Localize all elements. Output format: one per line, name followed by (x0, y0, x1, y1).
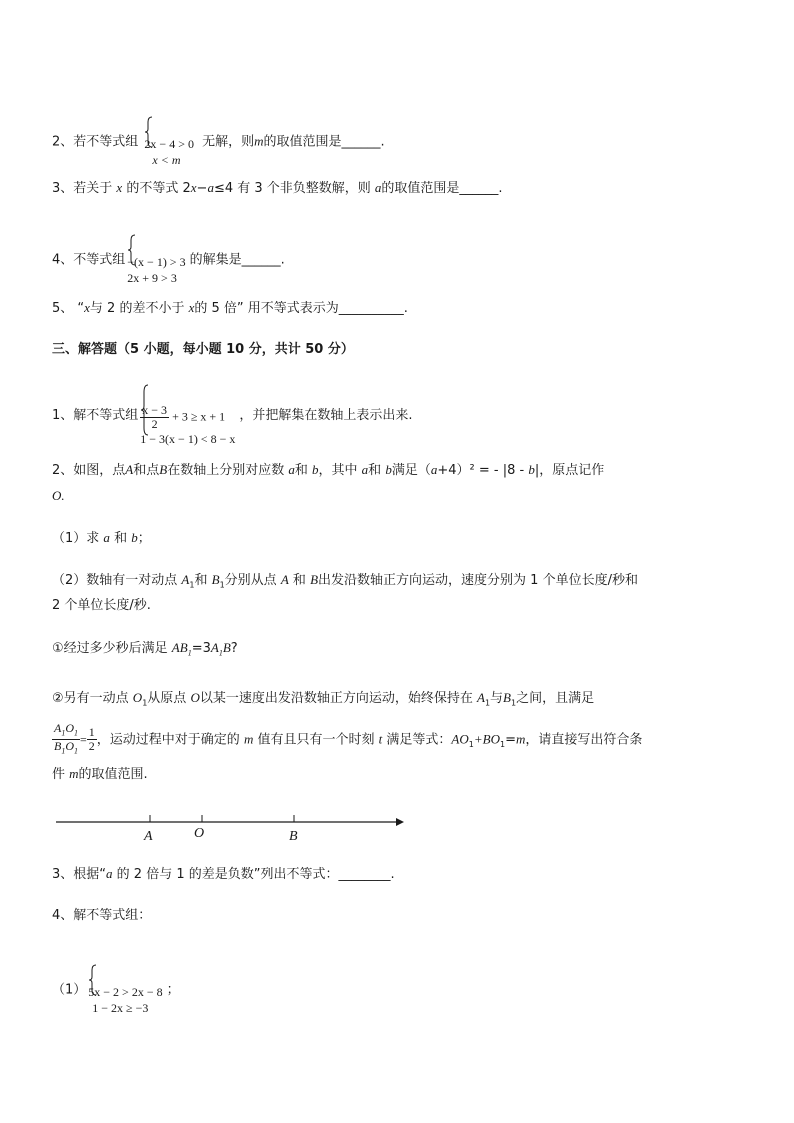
s2-p2-sub-1: 1 (189, 580, 195, 590)
s1-row1-rest: + 3 ≥ x + 1 (172, 409, 226, 424)
s2-part-2-line-2: 2 个单位长度/秒. (52, 598, 151, 613)
s2-c1-expr-2: A (210, 640, 219, 655)
q4-prefix: 4、不等式组 (52, 252, 126, 268)
s2-subquestion-2 (52, 688, 594, 714)
s4-sys-row-2: 1 − 2x ≥ −3 (92, 1001, 149, 1015)
arrow-right-icon (396, 818, 404, 826)
s2-subquestion-2-line-3 (52, 764, 148, 785)
s1-frac-den: 2 (151, 417, 158, 431)
s1-frac-num: x − 3 (142, 403, 168, 417)
s2-c2-fn3: O (65, 721, 75, 735)
q5-text-2: 与 2 的差不小于 (89, 301, 185, 316)
s2-c2-e2: +BO (473, 731, 500, 747)
question-4 (52, 234, 285, 286)
s2-p2-a1: A (181, 572, 190, 587)
q3-text-1: 3、若关于 (52, 181, 113, 196)
q5-text-3: 的 5 倍” 用不等式表示为__________. (194, 301, 408, 316)
question-5 (52, 298, 408, 319)
s2-c1-expr-1: AB (171, 640, 188, 655)
s2-c2-rn: 1 (88, 725, 95, 740)
s2-c2-m3: m (69, 766, 79, 781)
q3-var-x: x (116, 180, 123, 195)
s2-c2-text-5: 之间，且满足 (516, 691, 595, 706)
s1-inequality-system (140, 384, 235, 447)
s3-text-2: 的 2 倍与 1 的差是负数”列出不等式：________. (116, 867, 395, 882)
s2-c2-o1: O (132, 690, 143, 705)
s2-c2-l3a: 件 (52, 767, 66, 782)
s3-text-1: 3、根据“ (52, 867, 107, 882)
q3-text-3: − (196, 181, 208, 196)
s2-p2-text-1: （2）数轴有一对动点 (52, 573, 178, 588)
solve-question-3 (52, 864, 395, 885)
q4-sys-row-1: −(x − 1) > 3 (127, 255, 186, 269)
s2-text-7: 满足（ (391, 463, 431, 478)
s4-part-1 (52, 964, 180, 1016)
s2-c2-sub-3: 1 (511, 698, 517, 708)
s2-p2-text-2: 和 (194, 573, 208, 588)
s2-c2-text-4: 与 (490, 691, 504, 706)
s2-var-b2: b (385, 462, 392, 477)
solve-question-1 (52, 384, 412, 447)
q4-inequality-system (127, 234, 185, 286)
solve-question-4: 4、解不等式组： (52, 908, 152, 923)
s2-text-1: 2、如图，点 (52, 463, 126, 478)
s2-c2-fn4: 1 (74, 728, 79, 738)
s2-c2-fd2: 1 (61, 746, 66, 756)
s2-text-5: ，其中 (318, 463, 358, 478)
s2-point-a: A (125, 462, 134, 477)
ratio-fraction-left (52, 722, 80, 758)
q3-var-a2: a (374, 180, 382, 195)
q2-sys-row-2: x < m (152, 153, 181, 167)
s2-p2-text-4: 和 (292, 573, 306, 588)
s2-c2-l3b: 的取值范围. (78, 767, 148, 782)
solve-question-2 (52, 460, 604, 481)
s2-c2-text-3: 以某一速度出发沿数轴正方向运动，始终保持在 (199, 691, 473, 706)
s2-c2-text-1: ②另有一动点 (52, 691, 129, 706)
ratio-fraction-right (87, 726, 97, 753)
s2-text-3: 在数轴上分别对应数 (167, 463, 285, 478)
s2-var-a3: a (430, 462, 438, 477)
s2-c2-text-2: 从原点 (147, 691, 187, 706)
q4-suffix: 的解集是______. (189, 252, 285, 268)
s2-subquestion-1 (52, 638, 238, 664)
s2-text-6: 和 (368, 463, 382, 478)
s2-c1-text-1: ①经过多少秒后满足 (52, 641, 168, 656)
s4-end: ； (166, 982, 180, 998)
s2-c2-sub-2: 1 (484, 698, 491, 708)
s1-sys-row-2: 1 − 3(x − 1) < 8 − x (140, 432, 236, 446)
s2-p1-var-a: a (103, 530, 110, 545)
s2-c2-fn1: A (54, 721, 62, 735)
s2-c1-text-2: ? (230, 641, 238, 656)
s2-p2-text-3: 分别从点 (224, 573, 277, 588)
s4-sys-row-1: 5x − 2 > 2x − 8 (88, 985, 163, 999)
s2-p1-text-3: ； (137, 531, 151, 546)
s2-c2-e2s: 1 (499, 739, 506, 749)
s2-text-4: 和 (294, 463, 308, 478)
s2-p2-sub-2: 1 (219, 580, 225, 590)
s2-c2-m2: m (515, 731, 526, 747)
s2-c2-sub-1: 1 (142, 698, 148, 708)
q3-text-2: 的不等式 2 (126, 181, 191, 196)
left-brace-icon (140, 384, 150, 436)
s2-var-a2: a (361, 462, 369, 477)
s2-p2-b1: B (211, 572, 220, 587)
q3-text-4: ≤4 有 3 个非负整数解，则 (213, 181, 371, 196)
s2-c2-o: O (190, 690, 200, 705)
s2-c2-b1: B (503, 690, 511, 705)
left-brace-icon (144, 116, 154, 148)
q5-var-x2: x (188, 300, 195, 315)
s2-c2-fd3: O (65, 739, 75, 754)
s2-c2-text-8: 满足等式： (386, 732, 452, 748)
q2-suffix-b: 的取值范围是______. (263, 134, 385, 150)
s2-c2-rd: 2 (88, 739, 95, 754)
label-o: O (194, 826, 205, 841)
q2-var-m: m (254, 133, 264, 149)
s2-c1-expr-3: B (222, 640, 231, 655)
s2-var-b: b (312, 462, 319, 477)
s2-c1-eq: =3 (191, 641, 211, 656)
q2-inequality-system (144, 116, 194, 168)
left-brace-icon (88, 964, 98, 996)
s2-c2-e1s: 1 (468, 739, 474, 749)
s2-c2-a1: A (476, 690, 485, 705)
s2-c2-e1: AO (451, 731, 469, 747)
s1-suffix: ，并把解集在数轴上表示出来. (239, 408, 413, 423)
s2-origin-label: O. (52, 488, 65, 503)
s2-text-9: |，原点记作 (534, 463, 605, 478)
s2-p1-text-1: （1）求 (52, 531, 100, 546)
s2-c2-t: t (378, 731, 383, 747)
q5-text-1: 5、 “ (52, 301, 85, 316)
s2-c2-eq: = (80, 732, 87, 747)
q2-suffix-a: 无解，则 (202, 134, 255, 150)
question-3 (52, 178, 503, 199)
s2-text-8: +4）² = - |8 - (437, 463, 529, 478)
s2-c2-fd4: 1 (74, 746, 79, 756)
question-2 (52, 116, 385, 168)
s2-var-a: a (288, 462, 295, 477)
s2-c2-fd1: B (54, 739, 62, 754)
q3-var-a: a (207, 180, 214, 195)
s2-c2-text-7: 值有且只有一个时刻 (257, 732, 375, 748)
s2-point-b: B (159, 462, 168, 477)
s2-subquestion-2-line-2 (52, 722, 642, 758)
s2-part-1 (52, 528, 151, 549)
label-b: B (289, 829, 298, 844)
s2-p2-b: B (310, 572, 319, 587)
s2-c1-sub-2: 1 (218, 648, 223, 658)
left-brace-icon (127, 234, 137, 266)
s2-c1-sub-1: 1 (187, 648, 192, 658)
s2-c2-text-9: ，请直接写出符合条 (525, 732, 643, 748)
q3-text-5: 的取值范围是______. (381, 181, 503, 196)
s4-part1-label: （1） (52, 982, 87, 998)
q3-var-x2: x (190, 180, 197, 195)
section-heading: 三、解答题（5 小题，每小题 10 分，共计 50 分） (52, 342, 354, 357)
s4-inequality-system (88, 964, 162, 1016)
q2-sys-row-1: 2x − 4 > 0 (144, 137, 194, 151)
s2-part-2 (52, 570, 638, 596)
s2-c2-m: m (243, 731, 254, 747)
q2-prefix: 2、若不等式组 (52, 134, 139, 150)
number-line-figure (52, 808, 412, 848)
s2-c2-e3: = (505, 732, 516, 748)
q4-sys-row-2: 2x + 9 > 3 (127, 271, 177, 285)
q5-var-x: x (84, 300, 90, 315)
s2-p1-text-2: 和 (114, 531, 128, 546)
s2-p2-text-5: 出发沿数轴正方向运动，速度分别为 1 个单位长度/秒和 (318, 573, 638, 588)
s2-p2-a: A (280, 572, 289, 587)
s2-p1-var-b: b (131, 530, 138, 545)
s2-text-2: 和点 (133, 463, 160, 478)
s2-c2-fn2: 1 (61, 728, 66, 738)
s3-var-a: a (106, 866, 113, 881)
label-a: A (144, 829, 153, 844)
s2-c2-text-6: ，运动过程中对于确定的 (96, 732, 240, 748)
s2-var-b3: b (528, 462, 535, 477)
s1-prefix: 1、解不等式组 (52, 408, 139, 423)
